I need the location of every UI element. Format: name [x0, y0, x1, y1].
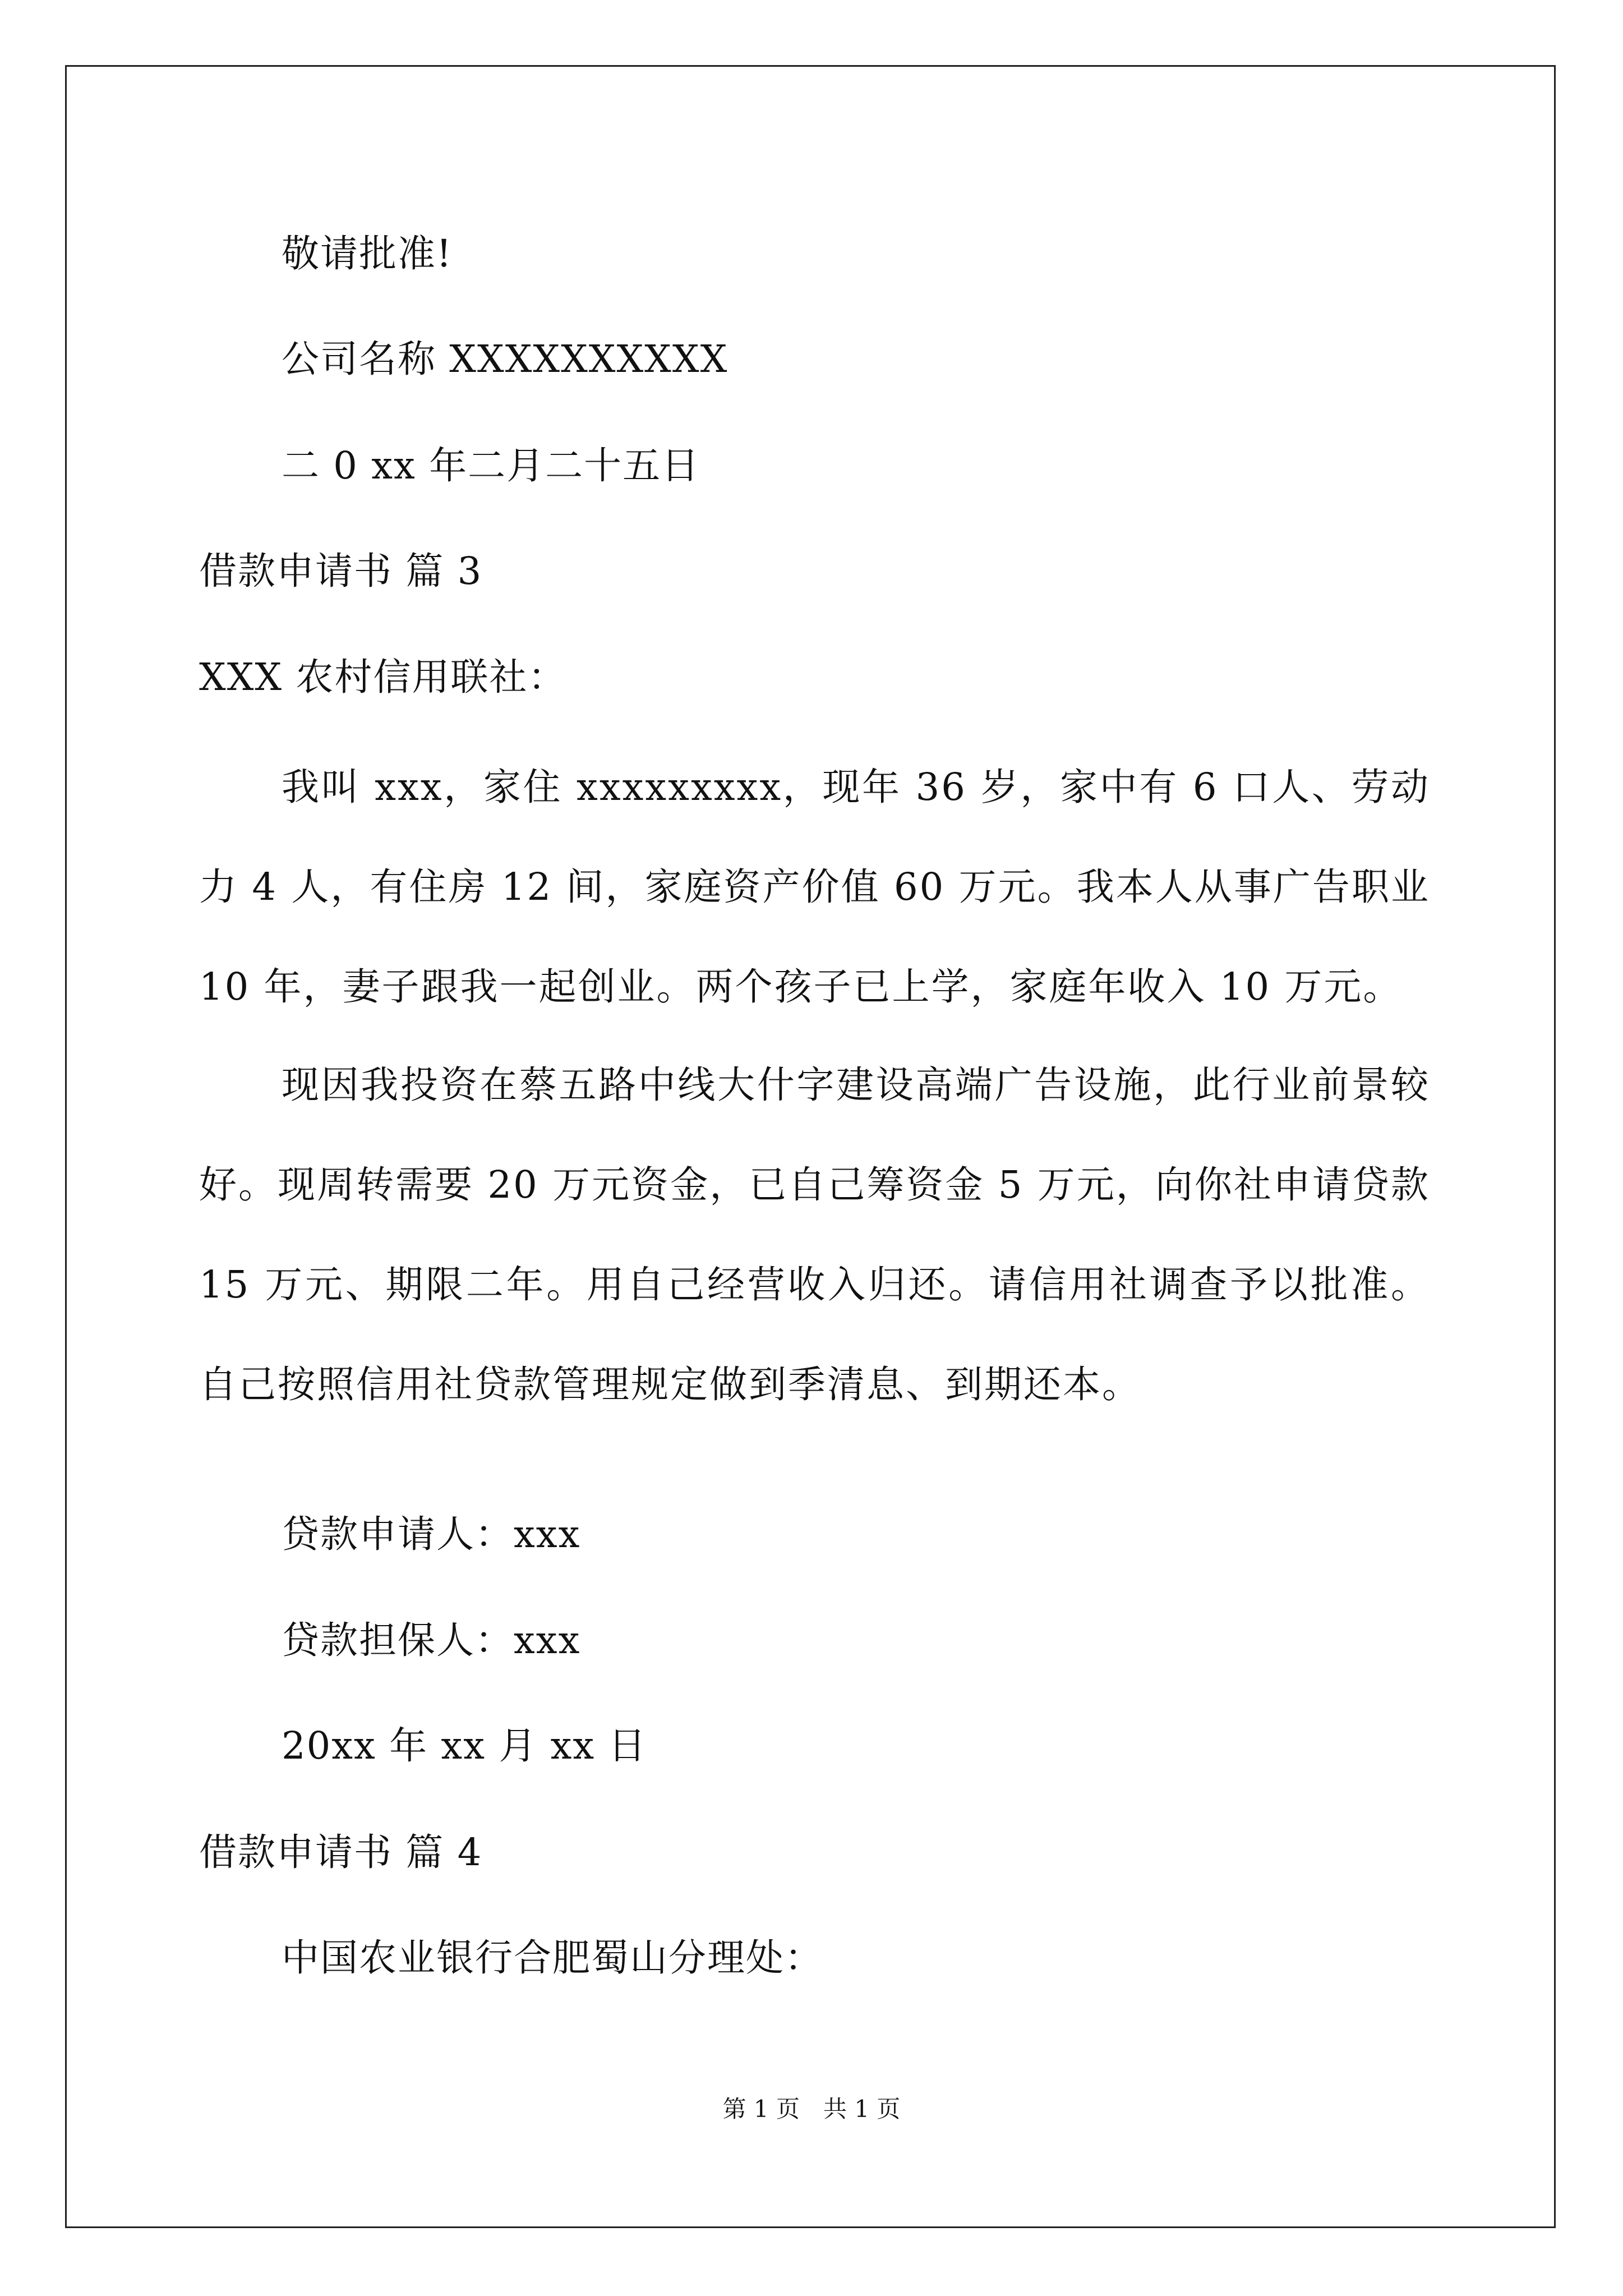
guarantor-line: 贷款担保人：xxx [282, 1618, 581, 1662]
section-heading-3: 借款申请书 篇 3 [199, 549, 483, 593]
page-number-footer: 第 1 页 共 1 页 [722, 2095, 901, 2123]
signature-date-line: 20xx 年 xx 月 xx 日 [282, 1724, 647, 1768]
addressee-4: 中国农业银行合肥蜀山分理处： [282, 1936, 823, 1980]
applicant-line: 贷款申请人：xxx [282, 1512, 581, 1556]
addressee-3: XXX 农村信用联社： [199, 655, 567, 699]
closing-line: 敬请批准! [282, 232, 453, 275]
section-heading-4: 借款申请书 篇 4 [199, 1830, 483, 1874]
date-line: 二 0 xx 年二月二十五日 [282, 444, 700, 487]
company-name-line: 公司名称 XXXXXXXXXX [282, 337, 728, 381]
body-paragraph-2: 现因我投资在蔡五路中线大什字建设高端广告设施，此行业前景较好。现周转需要 20 万元资金，已自己筹资金 5 万元，向你社申请贷款 15 万元、期限二年。用自己经营收入归还。请信用社调查予以批准。自己按照信用社贷款管理规定做到季清息、到期还本。 [199, 1063, 1430, 1406]
body-paragraph-1: 我叫 xxx，家住 xxxxxxxxx，现年 36 岁，家中有 6 口人、劳动力 4 人，有住房 12 间，家庭资产价值 60 万元。我本人从事广告职业 10 年，妻子跟我一起创业。两个孩子已上学，家庭年收入 10 万元。 [199, 765, 1430, 1009]
